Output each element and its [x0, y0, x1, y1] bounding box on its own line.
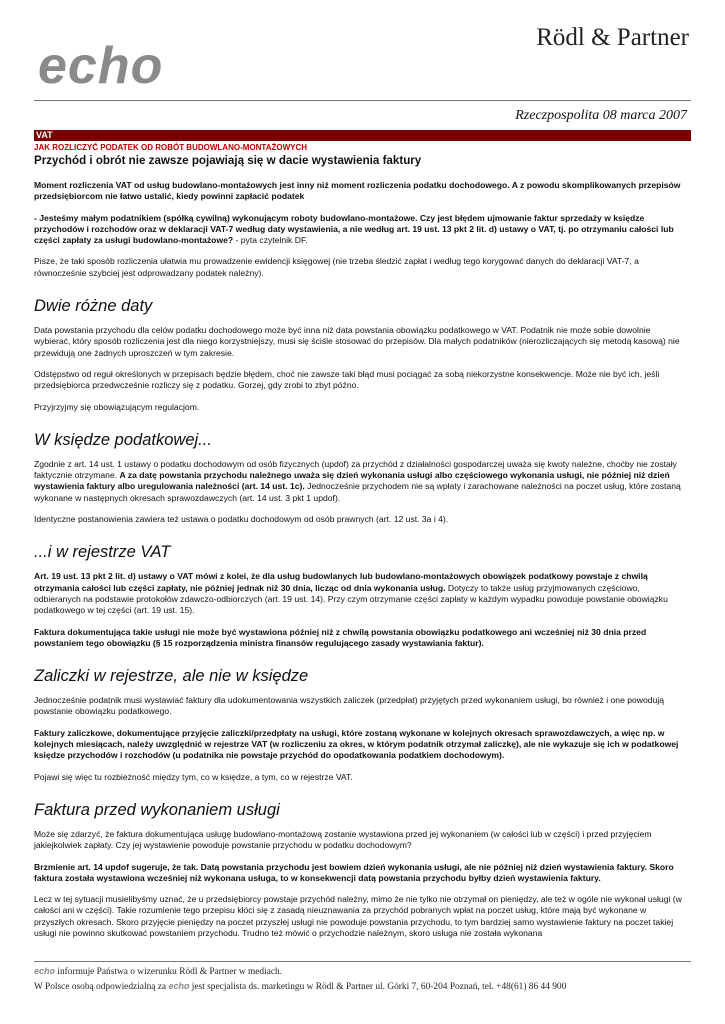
section-2-paragraph-1	[34, 459, 687, 504]
section-5-paragraph-1: Może się zdarzyć, że faktura dokumentująca usługę budowlano-montażową zostanie wystawiona przed jej wykonaniem (w całości lub w części) i przed przyjęciem jakiejkolwiek zapłaty. Czy jej wystawienie powoduje powstanie przychodu w podatku dochodowym?	[34, 828, 652, 851]
footer-line-2	[34, 979, 566, 994]
section-band-label: VAT	[36, 130, 53, 140]
s3-p1-part-b: Dotyczy to także usług przyjmowanych częściowo, odbieranych na podstawie protokołów zdawczo-odbiorczych (art. 19 ust. 14). Przy czym otrzymanie części zapłaty w każdym wypadku powoduje powstanie obowiązku podatkowego w tej części (art. 19 ust. 15).	[34, 582, 668, 616]
intro-paragraph: Pisze, że taki sposób rozliczenia ułatwia mu prowadzenie ewidencji księgowej (nie trzeba śledzić zapłat i według tego korygować danych do deklaracji VAT-7, a równocześnie szybciej jest odprowadzany podatek należny).	[34, 256, 639, 278]
echo-logo: echo	[38, 37, 164, 95]
footer-echo-logo-inline: echo	[168, 981, 190, 991]
section-2-paragraph-2: Identyczne postanowienia zawiera też ustawa o podatku dochodowym od osób prawnych (art. 12 ust. 3a i 4).	[34, 514, 449, 525]
reader-question	[34, 213, 687, 247]
section-1-paragraph-1: Data powstania przychodu dla celów podatku dochodowego może być inna niż data powstania obowiązku podatkowego w VAT. Podatnik nie może sobie dowolnie wybierać, który sposób rozliczenia jest dla niego korzystniejszy, musi się ściśle stosować do przepisów. Dla małych podatników (nierozliczających się metodą kasową) nie przewidują one żadnych uproszczeń w tym zakresie.	[34, 325, 680, 358]
footer	[34, 964, 566, 994]
footer-line-1-text: informuje Państwa o wizerunku Rödl & Partner w mediach.	[55, 967, 283, 977]
section-heading-5: Faktura przed wykonaniem usługi	[34, 800, 280, 819]
s2-p1-part-b: A za datę powstania przychodu należnego uważa się dzień wykonania usługi albo częściowego wykonania usługi, nie później niż dzień wystawienia faktury albo uregulowania należności (art. 14 ust. 1c).	[34, 470, 670, 492]
reader-question-attribution: - pyta czytelnik DF.	[233, 235, 308, 246]
section-4-paragraph-1: Jednocześnie podatnik musi wystawiać faktury dla udokumentowania wszystkich zaliczek (przedpłat) przyjętych przed wykonaniem usługi, bo również i one powodują powstanie obowiązku podatkowego.	[34, 695, 665, 717]
brand-name: Rödl & Partner	[536, 24, 689, 51]
section-3-paragraph-2: Faktura dokumentująca takie usługi nie może być wystawiona później niż z chwilą powstania obowiązku podatkowego ani wcześniej niż 30 dnia przed powstaniem tego obowiązku (§ 15 rozporządzenia ministra finansów regulującego zasady wystawiania faktur).	[34, 626, 647, 648]
section-3-paragraph-1	[34, 571, 687, 616]
article	[34, 143, 687, 949]
section-band	[34, 130, 691, 141]
article-lead: Moment rozliczenia VAT od usług budowlano-montażowych jest inny niż moment rozliczenia podatku dochodowego. A z powodu skomplikowanych przepisów przedsiębiorcom nie łatwo ustalić, kiedy powinni zapłacić podatek	[34, 180, 681, 202]
section-4-paragraph-2: Faktury zaliczkowe, dokumentujące przyjęcie zaliczki/przedpłaty na usługi, które zostaną wykonane w kolejnych okresach sprawozdawczych, a więc np. w kolejnych miesiącach, należy uwzględnić w rejestrze VAT (w rozliczeniu za okres, w którym podatnik otrzymał zaliczkę), ale nie wykazuje się ich w podatkowej księdze przychodów i rozchodów (u podatnika nie powstaje przychód do opodatkowania podatkiem dochodowym).	[34, 727, 679, 761]
header-divider	[34, 100, 691, 101]
section-1-paragraph-3: Przyjrzyjmy się obowiązującym regulacjom.	[34, 401, 200, 412]
section-heading-4: Zaliczki w rejestrze, ale nie w księdze	[34, 667, 309, 686]
publication-date: Rzeczpospolita 08 marca 2007	[515, 108, 687, 123]
section-5-paragraph-3: Lecz w tej sytuacji musielibyśmy uznać, że u przedsiębiorcy powstaje przychód należny, mimo że nie tylko nie otrzymał on pieniędzy, ale też w ogóle nie wykonał usługi (w całości ani w części). Takie rozumienie tego przepisu kłóci się z zasadą nieuznawania za przychód pobranych wpłat na poczet usług, które mają być wykonane w przyszłych okresach. Skoro przyjęcie pieniędzy na poczet przyszłej usługi nie powoduje powstania przychodu, to tym bardziej samo wystawienie faktury na poczet takiej usługi nie powinno skutkować powstaniem przychodu. Trudno też mówić o przychodzie należnym, skoro usługa nie została wykonana	[34, 894, 682, 938]
section-heading-3: ...i w rejestrze VAT	[34, 543, 171, 562]
s3-p1-part-a: Art. 19 ust. 13 pkt 2 lit. d) ustawy o VAT mówi z kolei, że dla usług budowlanych lub budowlano-montażowych obowiązek podatkowy powstaje z chwilą otrzymania całości lub części zapłaty, nie później jednak niż 30 dnia, licząc od dnia wykonania usług.	[34, 571, 648, 593]
section-4-paragraph-3: Pojawi się więc tu rozbieżność między tym, co w księdze, a tym, co w rejestrze VAT.	[34, 771, 353, 782]
reader-question-text: - Jesteśmy małym podatnikiem (spółką cywilną) wykonującym roboty budowlano-montażowe. Czy jest błędem ujmowanie faktur sprzedaży w księdze przychodów i rozchodów oraz w deklaracji VAT-7 według daty wystawienia, a nie według art. 19 ust. 13 pkt 2 lit. d) ustawy o VAT, tj. po otrzymaniu całości lub części zapłaty za usługi budowlano-montażowe?	[34, 212, 674, 246]
footer-line-2-pre: W Polsce osobą odpowiedzialną za	[34, 982, 169, 992]
article-headline: Przychód i obrót nie zawsze pojawiają się w dacie wystawienia faktury	[34, 154, 422, 167]
section-heading-2: W księdze podatkowej...	[34, 430, 212, 449]
footer-line-1	[34, 964, 566, 979]
footer-line-2-post: jest specjalista ds. marketingu w Rödl & Partner ul. Górki 7, 60-204 Poznań, tel. +48(61) 86 44 900	[189, 982, 567, 992]
s2-p1-part-c: Jednocześnie przychodem nie są wpłaty i zarachowane należności na poczet usług, które zostaną wykonane w następnych okresach sprawozdawczych (art. 14 ust. 3 pkt 1 updof).	[34, 481, 681, 503]
section-heading-1: Dwie różne daty	[34, 297, 153, 316]
s2-p1-part-a: Zgodnie z art. 14 ust. 1 ustawy o podatku dochodowym od osób fizycznych (updof) za przychód z działalności gospodarczej uważa się kwoty należne, choćby nie zostały faktycznie otrzymane.	[34, 458, 677, 481]
section-5-paragraph-2: Brzmienie art. 14 updof sugeruje, że tak. Datą powstania przychodu jest bowiem dzień wykonania usługi, ale nie później niż dzień wystawienia faktury. Skoro faktura została wystawiona wcześniej niż wykonana usługa, to w konsekwencji datą powstania przychodu byłby dzień wystawienia faktury.	[34, 861, 674, 883]
footer-echo-logo: echo	[34, 966, 56, 976]
footer-divider	[34, 961, 691, 962]
article-kicker: JAK ROZLICZYĆ PODATEK OD ROBÓT BUDOWLANO-MONTAŻOWYCH	[34, 143, 308, 152]
section-1-paragraph-2: Odstępstwo od reguł określonych w przepisach będzie błędem, choć nie zawsze taki błąd musi pociągać za sobą niekorzystne konsekwencje. Może nie być ich, jeśli przedsiębiorca przedwcześnie rozliczy się z podatku. Gorzej, gdy zrobi to zbyt późno.	[34, 368, 660, 391]
